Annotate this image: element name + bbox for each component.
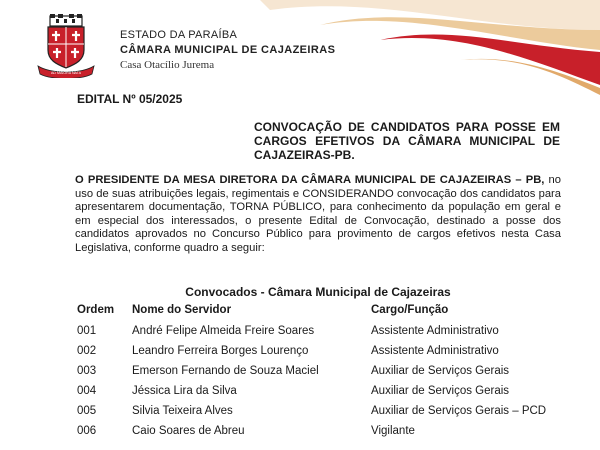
row-order: 003 [77,365,97,377]
row-role: Auxiliar de Serviços Gerais [371,365,510,377]
row-order: 004 [77,385,97,397]
row-name: Caio Soares de Abreu [132,425,245,437]
header-nome: Nome do Servidor [132,304,232,316]
body-paragraph [75,174,561,256]
body-lead: O PRESIDENTE DA MESA DIRETORA DA CÂMARA MUNICIPAL DE CAJAZEIRAS – PB, [75,174,545,186]
edital-number: EDITAL Nº 05/2025 [77,92,183,106]
chamber-name: CÂMARA MUNICIPAL DE CAJAZEIRAS [120,44,336,56]
row-role: Vigilante [371,425,415,437]
row-name: Emerson Fernando de Souza Maciel [132,365,319,377]
crest-motto: AD MAIORA NATA [50,71,82,75]
row-order: 002 [77,345,97,357]
row-order: 005 [77,405,97,417]
coat-of-arms-logo [36,14,96,78]
letterhead [120,28,335,73]
row-role: Assistente Administrativo [371,345,499,357]
header-ordem: Ordem [77,304,115,316]
row-role: Auxiliar de Serviços Gerais – PCD [371,405,547,417]
table-title: Convocados - Câmara Municipal de Cajazeiras [185,285,451,299]
row-name: Jéssica Lira da Silva [132,385,237,397]
state-name: ESTADO DA PARAÍBA [120,29,238,41]
row-role: Auxiliar de Serviços Gerais [371,385,510,397]
row-name: Leandro Ferreira Borges Lourenço [132,345,309,357]
header-cargo: Cargo/Função [371,304,449,316]
row-name: Silvia Teixeira Alves [132,405,233,417]
edital-subject: CONVOCAÇÃO DE CANDIDATOS PARA POSSE EM CARGOS EFETIVOS DA CÂMARA MUNICIPAL DE CAJAZEIRAS-PB. [254,120,560,162]
row-order: 001 [77,325,97,337]
row-order: 006 [77,425,97,437]
house-name: Casa Otacílio Jurema [120,59,215,71]
body-text: no uso de suas atribuições legais, regimentais e CONSIDERANDO convocação dos candidatos para apresentarem documentação, TORNA PÚBLICO, para conhecimento da população em geral e em especial dos interessados, o presente Edital de Convocação, destinado a posse dos candidatos aprovados no Concurso Público para provimento de cargos efetivos nesta Casa Legislativa, conforme quadro a seguir: [75,174,561,254]
row-name: André Felipe Almeida Freire Soares [132,325,315,337]
row-role: Assistente Administrativo [371,325,499,337]
